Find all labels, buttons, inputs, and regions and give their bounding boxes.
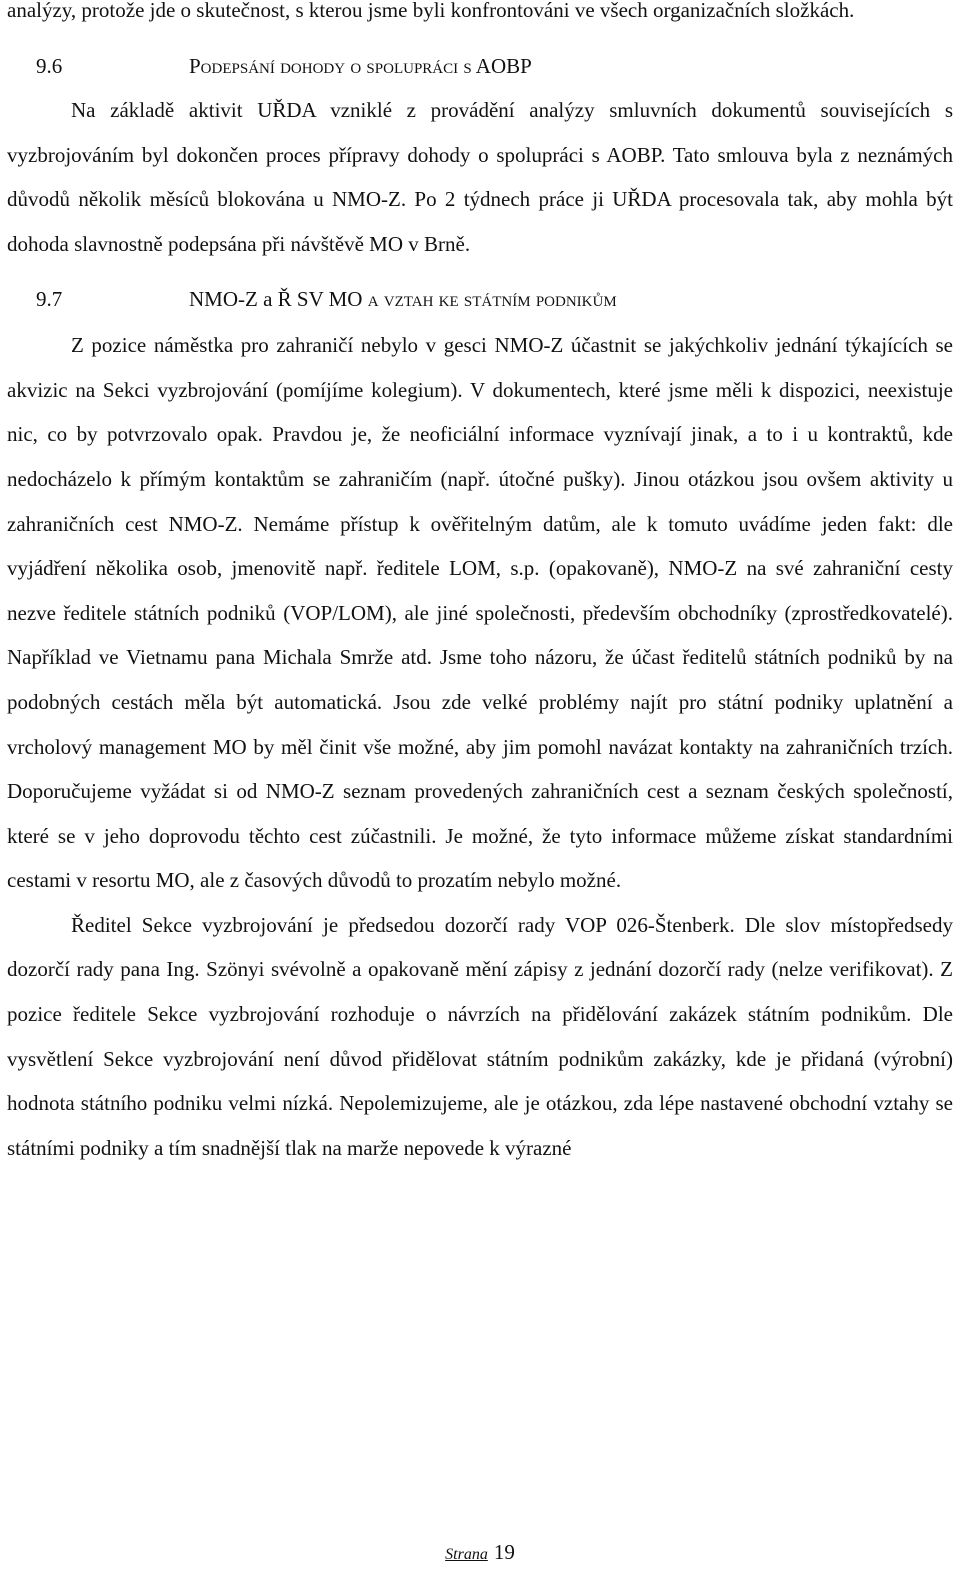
section-title-main: NMO-Z a Ř SV MO [189, 286, 363, 311]
section-9-6-paragraph: Na základě aktivit UŘDA vzniklé z provádění analýzy smluvních dokumentů souvisejících s vyzbrojováním byl dokončen proces přípravy dohody o spolupráci s AOBP. Tato smlouva byla z neznámých důvodů několik měsíců blokována u NMO-Z. Po 2 týdnech práce ji UŘDA procesovala tak, aby mohla být dohoda slavnostně podepsána při návštěvě MO v Brně. [7, 98, 953, 256]
section-number: 9.7 [36, 286, 63, 311]
document-page [7, 0, 953, 1170]
section-heading-9-6 [7, 44, 953, 89]
section-title: Podepsání dohody o spolupráci s AOBP [189, 53, 532, 78]
page-label: Strana [445, 1546, 488, 1563]
section-title [189, 277, 617, 322]
section-9-7-paragraph-1: Z pozice náměstka pro zahraničí nebylo v gesci NMO-Z účastnit se jakýchkoliv jednání týkajících se akvizic na Sekci vyzbrojování (pomíjíme kolegium). V dokumentech, které jsme měli k dispozici, neexistuje nic, co by potvrzovalo opak. Pravdou je, že neoficiální informace vyznívají jinak, a to i u kontraktů, kde nedocházelo k přímým kontaktům se zahraničím (např. útočné pušky). Jinou otázkou jsou ovšem aktivity u zahraničních cest NMO-Z. Nemáme přístup k ověřitelným datům, ale k tomuto uvádíme jeden fakt: dle vyjádření několika osob, jmenovitě např. ředitele LOM, s.p. (opakovaně), NMO-Z na své zahraniční cesty nezve ředitele státních podniků (VOP/LOM), ale jiné společnosti, především obchodníky (zprostředkovatelé). Například ve Vietnamu pana Michala Smrže atd. Jsme toho názoru, že účast ředitelů státních podniků by na podobných cestách měla být automatická. Jsou zde velké problémy najít pro státní podniky uplatnění a vrcholový management MO by měl činit vše možné, aby jim pomohl navázat kontakty na zahraničních trzích. Doporučujeme vyžádat si od NMO-Z seznam provedených zahraničních cest a seznam českých společností, které se v jeho doprovodu těchto cest zúčastnili. Je možné, že tyto informace můžeme získat standardními cestami v resortu MO, ale z časových důvodů to prozatím nebylo možné. [7, 333, 953, 893]
section-heading-9-7 [7, 277, 953, 322]
section-number: 9.6 [36, 53, 63, 78]
page-number: 19 [493, 1540, 515, 1564]
section-title-rest: a vztah ke státním podnikům [367, 286, 617, 311]
section-9-7-paragraph-2: Ředitel Sekce vyzbrojování je předsedou dozorčí rady VOP 026-Štenberk. Dle slov místopředsedy dozorčí rady pana Ing. Szönyi svévolně a opakovaně mění zápisy z jednání dozorčí rady (nelze verifikovat). Z pozice ředitele Sekce vyzbrojování rozhoduje o návrzích na přidělování zakázek státním podnikům. Dle vysvětlení Sekce vyzbrojování není důvod přidělovat státním podnikům zakázky, kde je přidaná (výrobní) hodnota státního podniku velmi nízká. Nepolemizujeme, ale je otázkou, zda lépe nastavené obchodní vztahy se státními podniky a tím snadnější tlak na marže nepovede k výrazné [7, 912, 953, 1160]
intro-paragraph: analýzy, protože jde o skutečnost, s kterou jsme byli konfrontováni ve všech organizačních složkách. [7, 0, 855, 22]
page-footer [0, 1540, 960, 1565]
